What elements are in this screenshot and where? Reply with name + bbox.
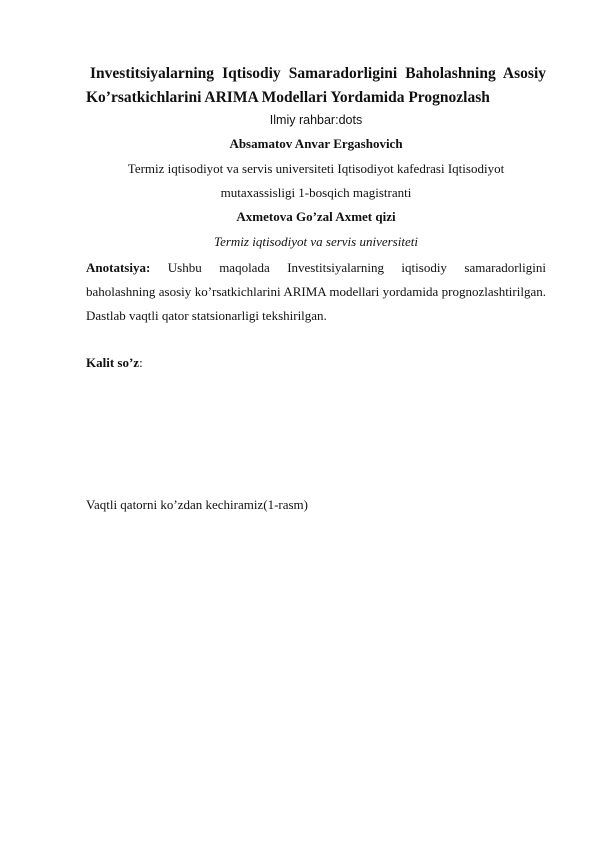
advisor-affiliation-line2: mutaxassisligi 1-bosqich magistranti [220,185,412,200]
abstract-text: Ushbu maqolada Investitsiyalarning iqtisodiy samaradorligini baholashning asosiy ko’rsatkichlarini ARIMA modellari yordamida prognozlashtirilgan. Dastlab vaqtli qator statsionarligi tekshirilgan. [86,260,546,323]
abstract [86,256,546,328]
paper-title: Investitsiyalarning Iqtisodiy Samaradorligini Baholashning Asosiy Ko’rsatkichlarini ARIMA Modellari Yordamida Prognozlash [86,65,546,106]
author-name: Axmetova Go’zal Axmet qizi [236,209,396,224]
advisor-label: Ilmiy rahbar:dots [269,113,363,127]
advisor-affiliation-line1: Termiz iqtisodiyot va servis universiteti Iqtisodiyot kafedrasi Iqtisodiyot [127,161,505,176]
keywords-label: Kalit so’z [86,355,140,370]
advisor-name: Absamatov Anvar Ergashovich [229,136,403,151]
keywords-suffix: : [139,355,143,370]
keywords [86,354,546,372]
author-university: Termiz iqtisodiyot va servis universiteti [214,234,418,249]
abstract-label: Anotatsiya: [86,260,151,275]
figure-reference: Vaqtli qatorni ko’zdan kechiramiz(1-rasm) [86,497,308,512]
